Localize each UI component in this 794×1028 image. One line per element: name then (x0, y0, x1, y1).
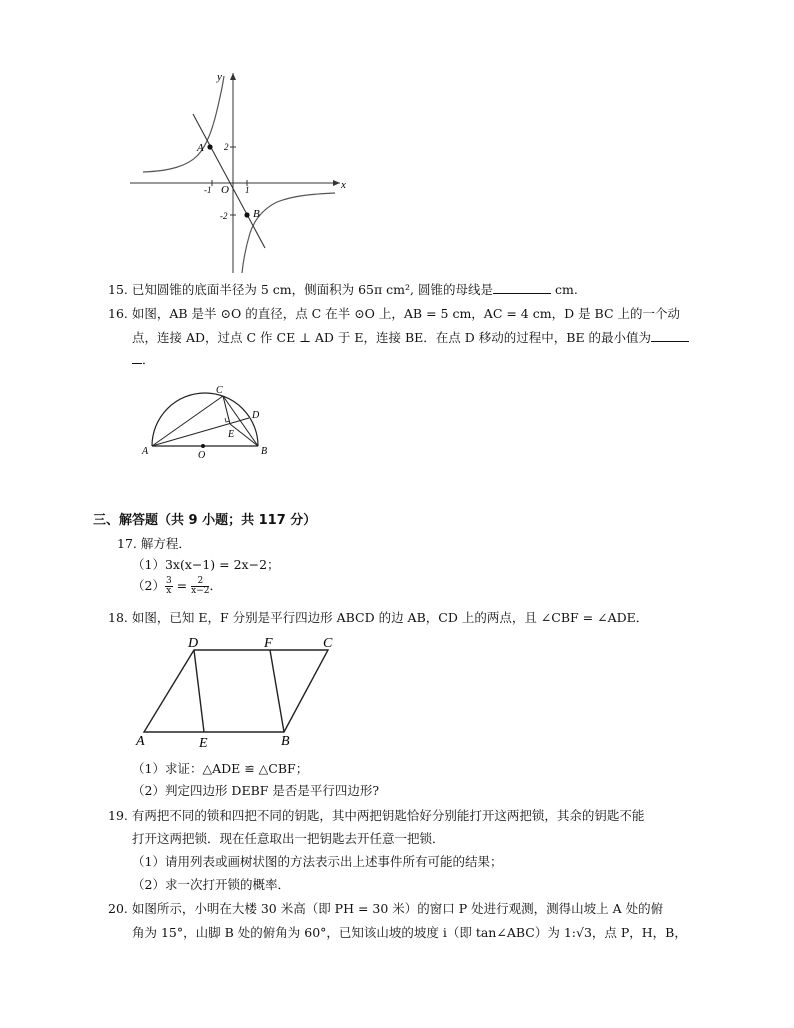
q20-line1: 20. 如图所示，小明在大楼 30 米高（即 PH = 30 米）的窗口 P 处进行观测，测得山坡上 A 处的俯 (108, 901, 664, 916)
q18-part2: （2）判定四边形 DEBF 是否是平行四边形? (132, 783, 380, 798)
q17-equals: = (176, 578, 188, 593)
para-label-c: C (323, 636, 333, 651)
semicircle-label-a: A (142, 446, 149, 457)
q17-part2-end: ． (209, 578, 222, 593)
q15-answer-blank[interactable] (493, 282, 551, 294)
q16-line2 (132, 330, 689, 346)
para-label-b: B (281, 734, 290, 749)
semicircle-label-o: O (198, 450, 206, 461)
tick-2: 2 (224, 142, 229, 152)
fraction-left-den: x (166, 586, 172, 596)
q19-line2: 打开这两把锁．现在任意取出一把钥匙去开任意一把锁． (132, 831, 445, 846)
q16-line1: 16. 如图，AB 是半 ⊙O 的直径，点 C 在半 ⊙O 上，AB = 5 cm，AC = 4 cm，D 是 BC 上的一个动 (108, 306, 681, 321)
q18-title: 18. 如图，已知 E，F 分别是平行四边形 ABCD 的边 AB，CD 上的两点，且 ∠CBF = ∠ADE． (108, 610, 649, 625)
q19-part1: （1）请用列表或画树状图的方法表示出上述事件所有可能的结果； (132, 854, 503, 869)
section-3-title: 三、解答题（共 9 小题；共 117 分） (93, 513, 317, 528)
y-axis-label: y (217, 71, 222, 83)
point-a-label: A (197, 142, 204, 154)
para-label-a: A (136, 734, 145, 749)
q16-line3-end: ． (142, 352, 155, 367)
point-b-label: B (253, 208, 260, 220)
semicircle-label-c: C (216, 385, 223, 396)
q19-part2: （2）求一次打开锁的概率． (132, 877, 290, 892)
q16-line2-text: 点，连接 AD，过点 C 作 CE ⊥ AD 于 E，连接 BE．在点 D 移动的过程中，BE 的最小值为 (132, 330, 652, 345)
q16-line3 (132, 352, 155, 368)
tick-neg2: -2 (220, 211, 228, 221)
q16-answer-blank-cont (132, 352, 142, 364)
fraction-right (191, 577, 209, 596)
semicircle-label-b: B (261, 446, 268, 457)
fraction-right-num: 2 (191, 577, 209, 587)
parallelogram-figure (132, 632, 347, 752)
q15-text: 15. 已知圆锥的底面半径为 5 cm，侧面积为 65π cm², 圆锥的母线是 (108, 282, 493, 297)
fraction-right-den: x−2 (191, 586, 210, 596)
q17-part2 (132, 577, 222, 596)
q16-answer-blank[interactable] (651, 330, 689, 342)
tick-neg1: -1 (204, 185, 212, 195)
para-label-f: F (264, 636, 273, 651)
semicircle-label-d: D (252, 410, 260, 421)
q17-part1: （1）3x(x−1) = 2x−2； (132, 557, 280, 572)
q15-unit: cm. (554, 282, 578, 297)
x-axis-label: x (341, 179, 346, 191)
coordinate-graph (125, 68, 350, 278)
origin-label: O (221, 184, 229, 196)
semicircle-figure (140, 382, 270, 462)
tick-1: 1 (245, 185, 250, 195)
question-15 (108, 282, 578, 298)
fraction-left-num: 3 (165, 576, 172, 586)
q18-part1: （1）求证：△ADE ≌ △CBF； (132, 761, 309, 776)
para-label-e: E (199, 736, 208, 751)
fraction-left (165, 577, 173, 596)
q17-part2-prefix: （2） (132, 578, 165, 593)
q19-line1: 19. 有两把不同的锁和四把不同的钥匙，其中两把钥匙恰好分别能打开这两把锁，其余的钥匙不能 (108, 808, 645, 823)
semicircle-label-e: E (228, 429, 235, 440)
para-label-d: D (188, 636, 199, 651)
q20-line2: 角为 15°，山脚 B 处的俯角为 60°，已知该山坡的坡度 i（即 tan∠ABC）为 1:√3，点 P，H，B， (132, 925, 687, 940)
q17-title: 17. 解方程． (117, 536, 191, 551)
